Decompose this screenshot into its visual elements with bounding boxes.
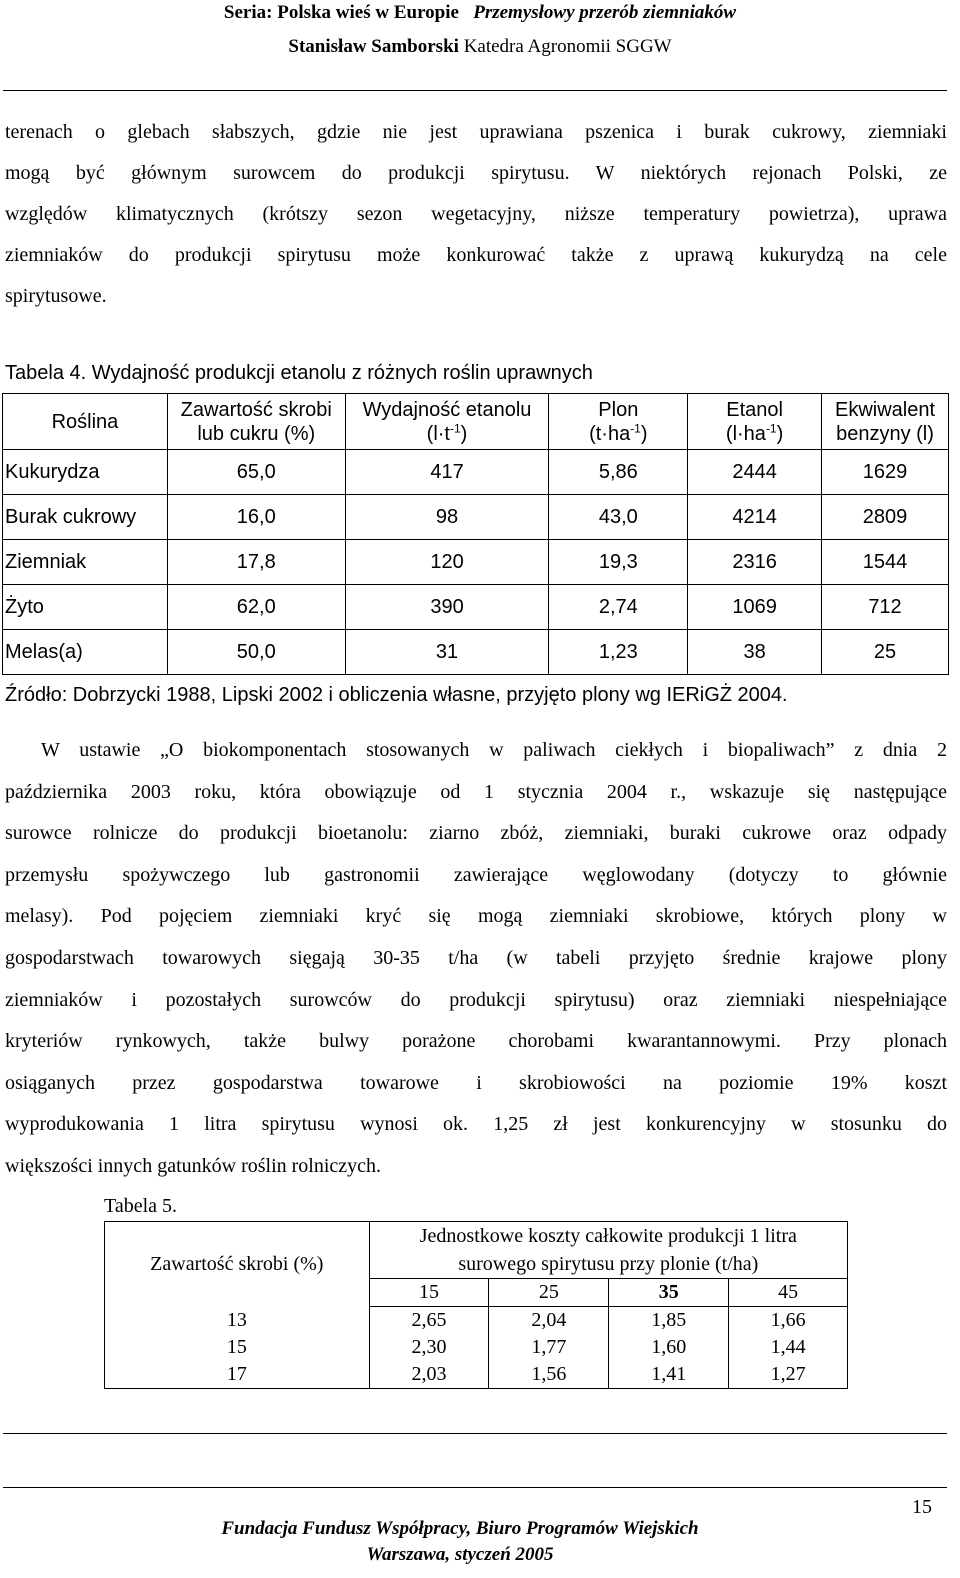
para-line: października 2003 roku, która obowiązuje od 1 stycznia 2004 r., wskazuje się następujące bbox=[5, 780, 947, 803]
table-cell: 38 bbox=[688, 630, 822, 675]
table4-header-cell: Zawartość skrobi lub cukru (%) bbox=[167, 394, 345, 450]
footer-place-date: Warszawa, styczeń 2005 bbox=[366, 1544, 554, 1565]
table-cell: 31 bbox=[345, 630, 549, 675]
table-cell: 390 bbox=[345, 585, 549, 630]
para-line: gospodarstwach towarowych sięgają 30-35 t/ha (w tabeli przyjęto średnie krajowe plony bbox=[5, 946, 947, 969]
table5-header-cell: Zawartość skrobi (%) bbox=[105, 1222, 370, 1307]
table-cell: 2444 bbox=[688, 450, 822, 495]
department-name: Katedra Agronomii SGGW bbox=[463, 36, 672, 57]
table-cell: 2,30 bbox=[369, 1334, 489, 1361]
table5 bbox=[104, 1221, 848, 1389]
footer-organization: Fundacja Fundusz Współpracy, Biuro Programów Wiejskich bbox=[221, 1518, 699, 1539]
table-cell: 2,74 bbox=[549, 585, 688, 630]
table-cell: 2809 bbox=[822, 495, 949, 540]
table-cell: 98 bbox=[345, 495, 549, 540]
table5-yield-cell: 25 bbox=[489, 1279, 609, 1307]
table4 bbox=[2, 393, 949, 675]
para-line: W ustawie „O biokomponentach stosowanych w paliwach ciekłych i biopaliwach” z dnia 2 bbox=[41, 739, 947, 761]
page-number: 15 bbox=[912, 1496, 932, 1518]
table-cell: 712 bbox=[822, 585, 949, 630]
table-cell: 19,3 bbox=[549, 540, 688, 585]
table-cell: 1,44 bbox=[729, 1334, 848, 1361]
table-row bbox=[3, 540, 949, 585]
para-line: wyprodukowania 1 litra spirytusu wynosi ok. 1,25 zł jest konkurencyjny w stosunku do bbox=[5, 1113, 947, 1136]
table-cell: 15 bbox=[105, 1334, 370, 1361]
table4-header-cell: Ekwiwalent benzyny (l) bbox=[822, 394, 949, 450]
paragraph-bioethanol bbox=[5, 730, 947, 1188]
paragraph-intro bbox=[5, 112, 947, 317]
series-title: Seria: Polska wieś w Europie bbox=[223, 2, 459, 23]
table-cell: 43,0 bbox=[549, 495, 688, 540]
para-line: kryteriów rynkowych, także bulwy porażone chorobami kwarantannowymi. Przy plonach bbox=[5, 1030, 947, 1053]
table-cell: 4214 bbox=[688, 495, 822, 540]
para-line: mogą być głównym surowcem do produkcji spirytusu. W niektórych rejonach Polski, ze bbox=[5, 162, 947, 184]
header-rule bbox=[3, 90, 947, 91]
table4-header-cell: Roślina bbox=[3, 394, 168, 450]
table5-caption: Tabela 5. bbox=[104, 1195, 178, 1217]
table-cell: 417 bbox=[345, 450, 549, 495]
table4-header-cell: Wydajność etanolu $(l\cdot t^{-1})$ bbox=[345, 394, 549, 450]
para-line: przemysłu spożywczego lub gastronomii zawierające węglowodany (dotyczy to głównie bbox=[5, 863, 947, 886]
table-cell: 1544 bbox=[822, 540, 949, 585]
table5-yield-cell: 45 bbox=[729, 1279, 848, 1307]
table-cell: 16,0 bbox=[167, 495, 345, 540]
table-cell: 1,66 bbox=[729, 1307, 848, 1335]
table5-yield-cell: 15 bbox=[369, 1279, 489, 1307]
table-cell: 1,77 bbox=[489, 1334, 609, 1361]
para-line: osiąganych przez gospodarstwa towarowe i skrobiowości na poziomie 19% koszt bbox=[5, 1071, 947, 1094]
table-cell: Kukurydza bbox=[3, 450, 168, 495]
table-cell: Burak cukrowy bbox=[3, 495, 168, 540]
table-row bbox=[3, 630, 949, 675]
table-cell: 1069 bbox=[688, 585, 822, 630]
table-cell: 1,41 bbox=[609, 1361, 729, 1389]
table-cell: 120 bbox=[345, 540, 549, 585]
table-cell: Melas(a) bbox=[3, 630, 168, 675]
running-header-author bbox=[0, 36, 960, 58]
table4-caption: Tabela 4. Wydajność produkcji etanolu z różnych roślin uprawnych bbox=[5, 362, 593, 384]
table-cell: Żyto bbox=[3, 585, 168, 630]
table-cell: 5,86 bbox=[549, 450, 688, 495]
table5-group-header: Jednostkowe koszty całkowite produkcji 1 litra surowego spirytusu przy plonie (t/ha) bbox=[369, 1222, 847, 1279]
table5-yield-cell: 35 bbox=[609, 1279, 729, 1307]
table-row bbox=[105, 1307, 848, 1335]
para-line: ziemniaków do produkcji spirytusu może konkurować także z uprawą kukurydzą na cele bbox=[5, 244, 947, 266]
table-row bbox=[105, 1361, 848, 1389]
table-cell: 25 bbox=[822, 630, 949, 675]
table4-header-cell: Plon $(t\cdot ha^{-1})$ bbox=[549, 394, 688, 450]
table-row bbox=[3, 495, 949, 540]
para-line: terenach o glebach słabszych, gdzie nie jest uprawiana pszenica i burak cukrowy, ziemniaki bbox=[5, 121, 947, 143]
table-cell: 1629 bbox=[822, 450, 949, 495]
table-cell: 1,85 bbox=[609, 1307, 729, 1335]
table-row bbox=[105, 1334, 848, 1361]
table5-header-row bbox=[105, 1222, 848, 1279]
para-line: melasy). Pod pojęciem ziemniaki kryć się mogą ziemniaki skrobiowe, których plony w bbox=[5, 905, 947, 928]
running-header-series bbox=[0, 2, 960, 24]
table-cell: 50,0 bbox=[167, 630, 345, 675]
author-name: Stanisław Samborski bbox=[288, 36, 459, 57]
table4-header-cell: Etanol $(l\cdot ha^{-1})$ bbox=[688, 394, 822, 450]
footer-rule-top bbox=[3, 1433, 947, 1434]
table-cell: 17,8 bbox=[167, 540, 345, 585]
table-cell: 2,04 bbox=[489, 1307, 609, 1335]
para-line: większości innych gatunków roślin rolniczych. bbox=[5, 1154, 382, 1177]
table-cell: Ziemniak bbox=[3, 540, 168, 585]
para-line: względów klimatycznych (krótszy sezon wegetacyjny, niższe temperatury powietrza), uprawa bbox=[5, 203, 947, 225]
table-cell: 2,03 bbox=[369, 1361, 489, 1389]
table-row bbox=[3, 585, 949, 630]
para-line: ziemniaków i pozostałych surowców do produkcji spirytusu) oraz ziemniaki niespełniające bbox=[5, 988, 947, 1011]
table4-source: Źródło: Dobrzycki 1988, Lipski 2002 i obliczenia własne, przyjęto plony wg IERiGŻ 2004. bbox=[5, 684, 788, 706]
para-line: spirytusowe. bbox=[5, 285, 107, 307]
table-cell: 1,27 bbox=[729, 1361, 848, 1389]
footer-rule bbox=[3, 1487, 947, 1488]
table-cell: 1,23 bbox=[549, 630, 688, 675]
table4-header-row bbox=[3, 394, 949, 450]
table-cell: 1,60 bbox=[609, 1334, 729, 1361]
topic-title: Przemysłowy przerób ziemniaków bbox=[473, 2, 737, 23]
table-cell: 2,65 bbox=[369, 1307, 489, 1335]
table-row bbox=[3, 450, 949, 495]
table-cell: 65,0 bbox=[167, 450, 345, 495]
table-cell: 17 bbox=[105, 1361, 370, 1389]
para-line: surowce rolnicze do produkcji bioetanolu: ziarno zbóż, ziemniaki, buraki cukrowe oraz odpady bbox=[5, 822, 947, 845]
table-cell: 1,56 bbox=[489, 1361, 609, 1389]
table-cell: 62,0 bbox=[167, 585, 345, 630]
table-cell: 13 bbox=[105, 1307, 370, 1335]
table-cell: 2316 bbox=[688, 540, 822, 585]
